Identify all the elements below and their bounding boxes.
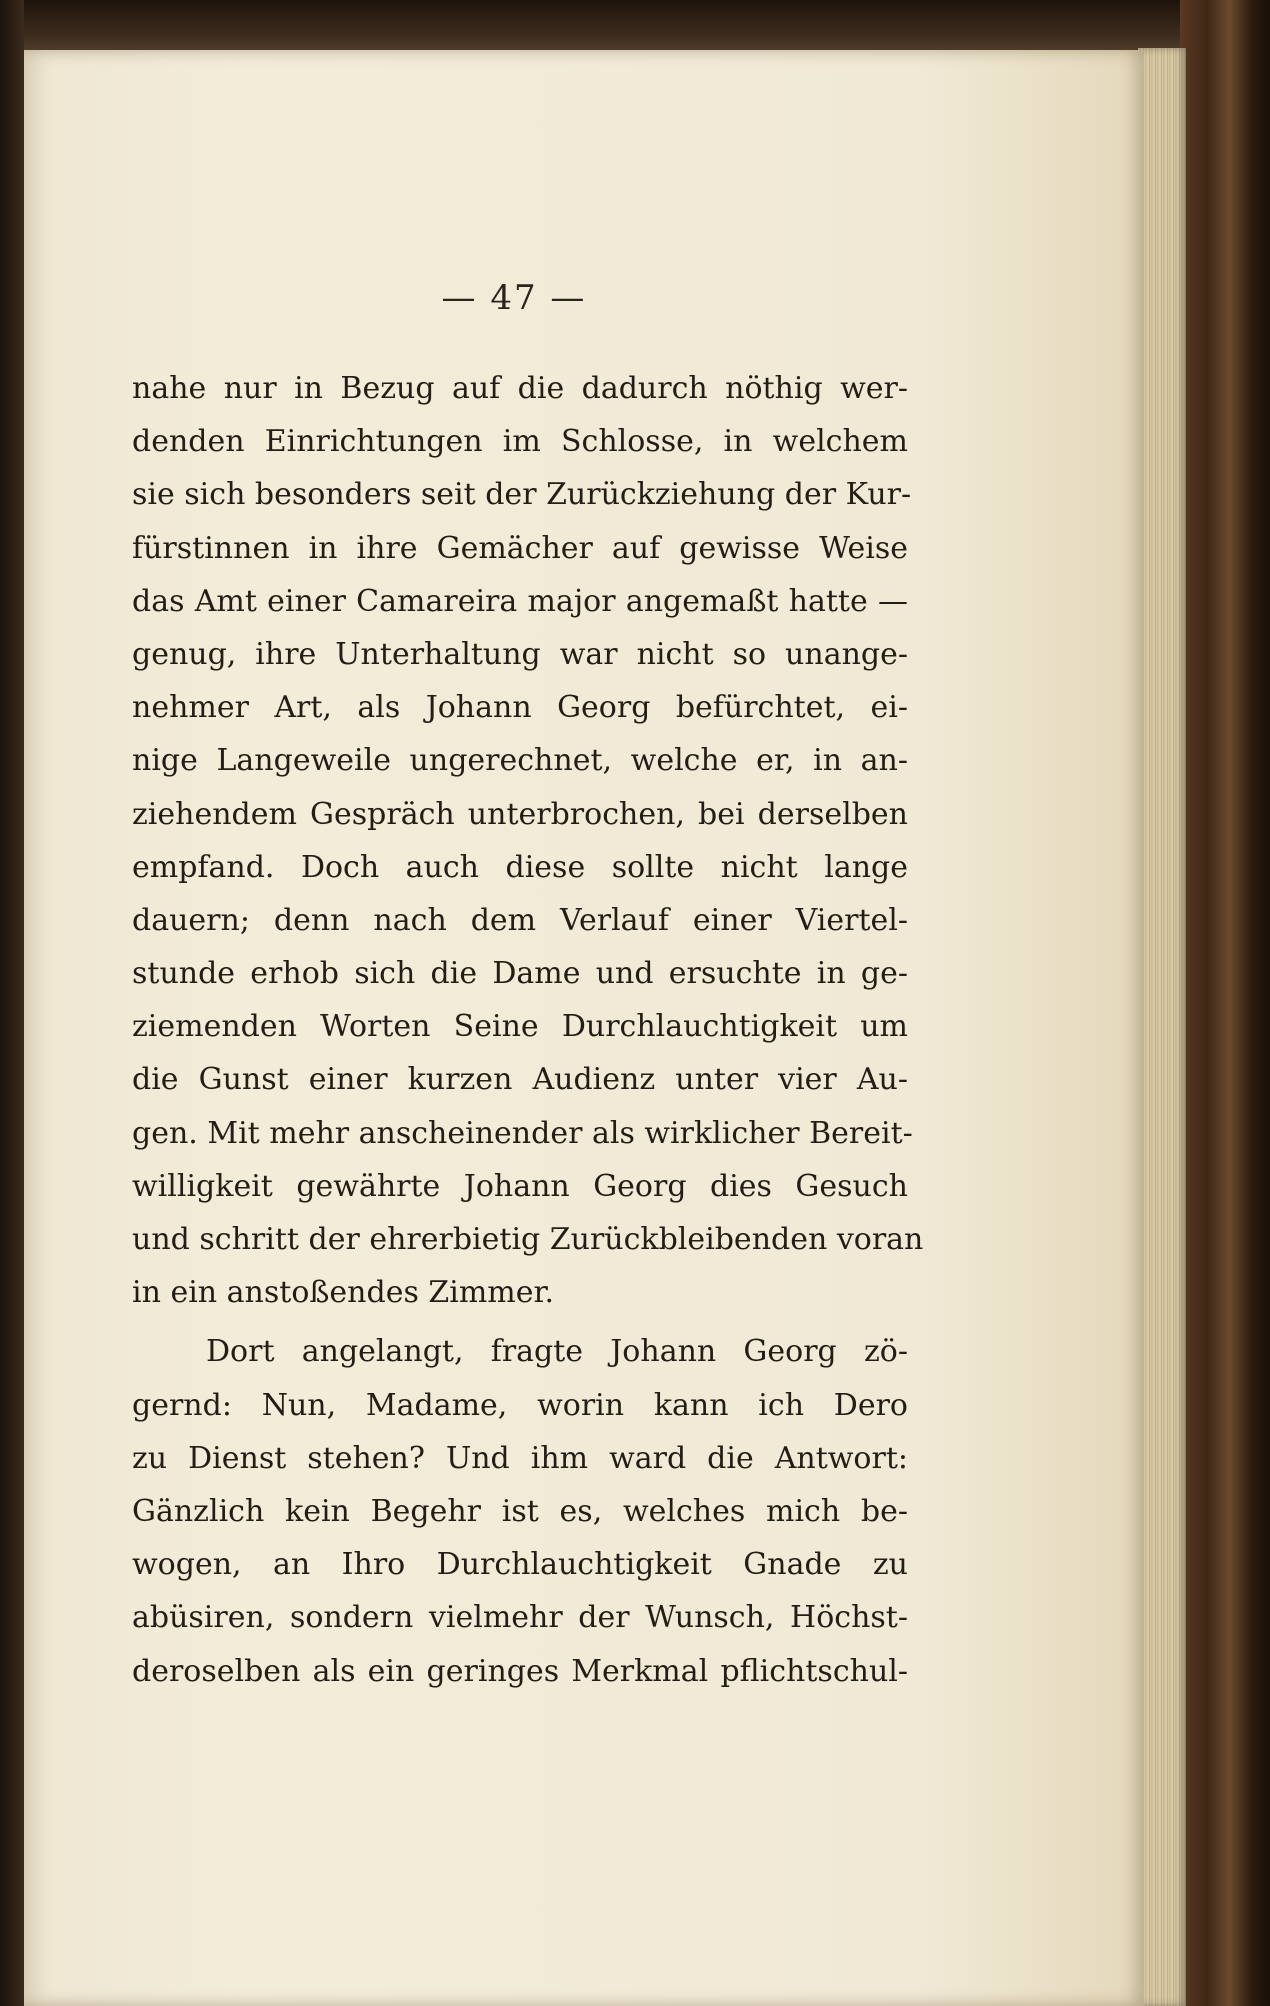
- text-line: zu Dienst stehen? Und ihm ward die Antwort:: [132, 1440, 908, 1476]
- text-line: willigkeit gewährte Johann Georg dies Gesuch: [132, 1168, 908, 1204]
- text-line: dauern; denn nach dem Verlauf einer Viertel-: [132, 902, 908, 938]
- text-line: Dort angelangt, fragte Johann Georg zö-: [206, 1334, 908, 1370]
- text-line: und schritt der ehrerbietig Zurückbleibenden voran: [132, 1222, 924, 1257]
- text-line: Gänzlich kein Begehr ist es, welches mich be-: [132, 1493, 908, 1529]
- text-line: fürstinnen in ihre Gemächer auf gewisse Weise: [132, 530, 908, 566]
- text-line: nahe nur in Bezug auf die dadurch nöthig wer-: [132, 371, 908, 406]
- book-page: [24, 50, 1144, 2006]
- text-line: gernd: Nun, Madame, worin kann ich Dero: [132, 1387, 908, 1423]
- page-stack-edge: [1138, 48, 1186, 2006]
- body-text: [132, 362, 924, 1698]
- text-line: sie sich besonders seit der Zurückziehung der Kur-: [132, 477, 912, 513]
- text-line: denden Einrichtungen im Schlosse, in welchem: [132, 424, 908, 460]
- text-line: empfand. Doch auch diese sollte nicht lange: [132, 849, 908, 885]
- text-line: deroselben als ein geringes Merkmal pflichtschul-: [132, 1653, 908, 1689]
- text-line: ziemenden Worten Seine Durchlauchtigkeit um: [132, 1009, 908, 1045]
- text-line: wogen, an Ihro Durchlauchtigkeit Gnade zu: [132, 1547, 908, 1583]
- text-line: abüsiren, sondern vielmehr der Wunsch, Höchst-: [132, 1600, 908, 1636]
- text-line: die Gunst einer kurzen Audienz unter vier Au-: [132, 1062, 908, 1098]
- text-line: nige Langeweile ungerechnet, welche er, in an-: [132, 743, 908, 779]
- text-line: stunde erhob sich die Dame und ersuchte in ge-: [132, 956, 908, 992]
- book-left-edge: [0, 0, 24, 2006]
- text-line: nehmer Art, als Johann Georg befürchtet, ei-: [132, 690, 908, 726]
- page-number: — 47 —: [441, 278, 587, 318]
- text-line: gen. Mit mehr anscheinender als wirklicher Bereit-: [132, 1115, 913, 1151]
- text-line: ziehendem Gespräch unterbrochen, bei derselben: [132, 796, 908, 832]
- book-binding: [1180, 0, 1270, 2006]
- text-line: genug, ihre Unterhaltung war nicht so unange-: [132, 636, 908, 672]
- text-line: das Amt einer Camareira major angemaßt hatte —: [132, 583, 908, 619]
- text-line: in ein anstoßendes Zimmer.: [132, 1275, 555, 1311]
